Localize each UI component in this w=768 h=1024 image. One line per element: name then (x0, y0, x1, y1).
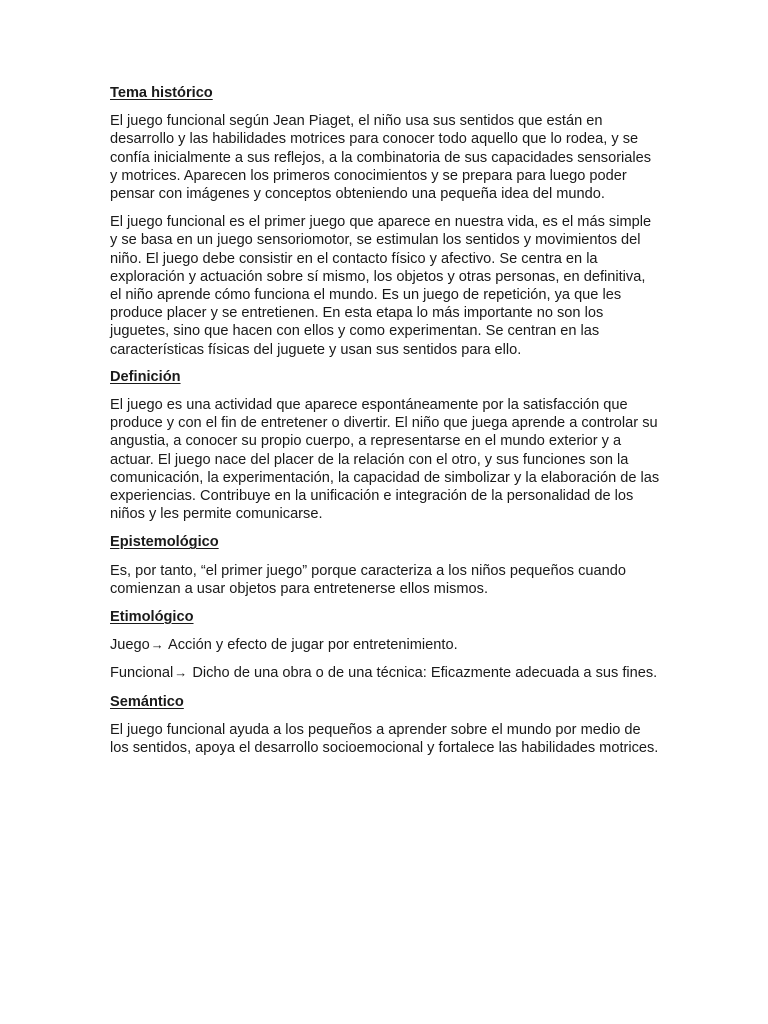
arrow-right-icon: → (174, 665, 188, 681)
arrow-right-icon: → (150, 637, 164, 653)
paragraph-semantico: El juego funcional ayuda a los pequeños a aprender sobre el mundo por medio de los sentidos, apoya el desarrollo socioemocional y fortalece las habilidades motrices. (110, 721, 659, 757)
term-funcional: Funcional (110, 665, 174, 682)
heading-etimologico: Etimológico (110, 609, 194, 626)
section-etimologico (110, 608, 660, 683)
paragraph-historico-2: El juego funcional es el primer juego que aparece en nuestra vida, es el más simple y se basa en un juego sensoriomotor, se estimulan los sentidos y movimientos del niño. El juego debe consistir en el contacto físico y afectivo. Se centra en la exploración y actuación sobre sí mismo, los objetos y otras personas, en definitiva, el niño aprende cómo funciona el mundo. Es un juego de repetición, ya que les produce placer y se entretienen. En esta etapa lo más importante no son los juguetes, sino que hacen con ellos y como experimentan. Se centran en las características físicas del juguete y usan sus sentidos para ello. (110, 214, 652, 358)
definition-funcional: Dicho de una obra o de una técnica: Eficazmente adecuada a sus fines. (192, 665, 658, 682)
term-juego: Juego (110, 637, 150, 654)
section-definicion (110, 368, 660, 524)
etimologia-funcional (110, 664, 660, 682)
document-page (110, 84, 660, 767)
heading-definicion: Definición (110, 368, 181, 385)
etimologia-juego (110, 636, 660, 654)
section-semantico (110, 693, 660, 758)
paragraph-historico-1: El juego funcional según Jean Piaget, el niño usa sus sentidos que están en desarrollo y las habilidades motrices para conocer todo aquello que lo rodea, y se confía inicialmente a sus reflejos, a la combinatoria de sus capacidades sensoriales y motrices. Aparecen los primeros conocimientos y se prepara para luego poder pensar con imágenes y conceptos obteniendo una pequeña idea del mundo. (110, 113, 652, 203)
heading-semantico: Semántico (110, 693, 184, 710)
paragraph-definicion: El juego es una actividad que aparece espontáneamente por la satisfacción que produce y con el fin de entretener o divertir. El niño que juega aprende a controlar su angustia, a conocer su propio cuerpo, a representarse en el mundo exterior y a actuar. El juego nace del placer de la relación con el otro, y sus funciones son la comunicación, la experimentación, la capacidad de simbolizar y la elaboración de las experiencias. Contribuye en la unificación e integración de la personalidad de los niños y les permite comunicarse. (110, 397, 660, 523)
definition-juego: Acción y efecto de jugar por entretenimiento. (168, 637, 458, 654)
heading-epistemologico: Epistemológico (110, 534, 219, 551)
section-tema-historico (110, 84, 660, 359)
section-epistemologico (110, 533, 660, 598)
paragraph-epistemologico: Es, por tanto, “el primer juego” porque caracteriza a los niños pequeños cuando comienzan a usar objetos para entretenerse ellos mismos. (110, 562, 626, 597)
heading-tema-historico: Tema histórico (110, 85, 213, 101)
